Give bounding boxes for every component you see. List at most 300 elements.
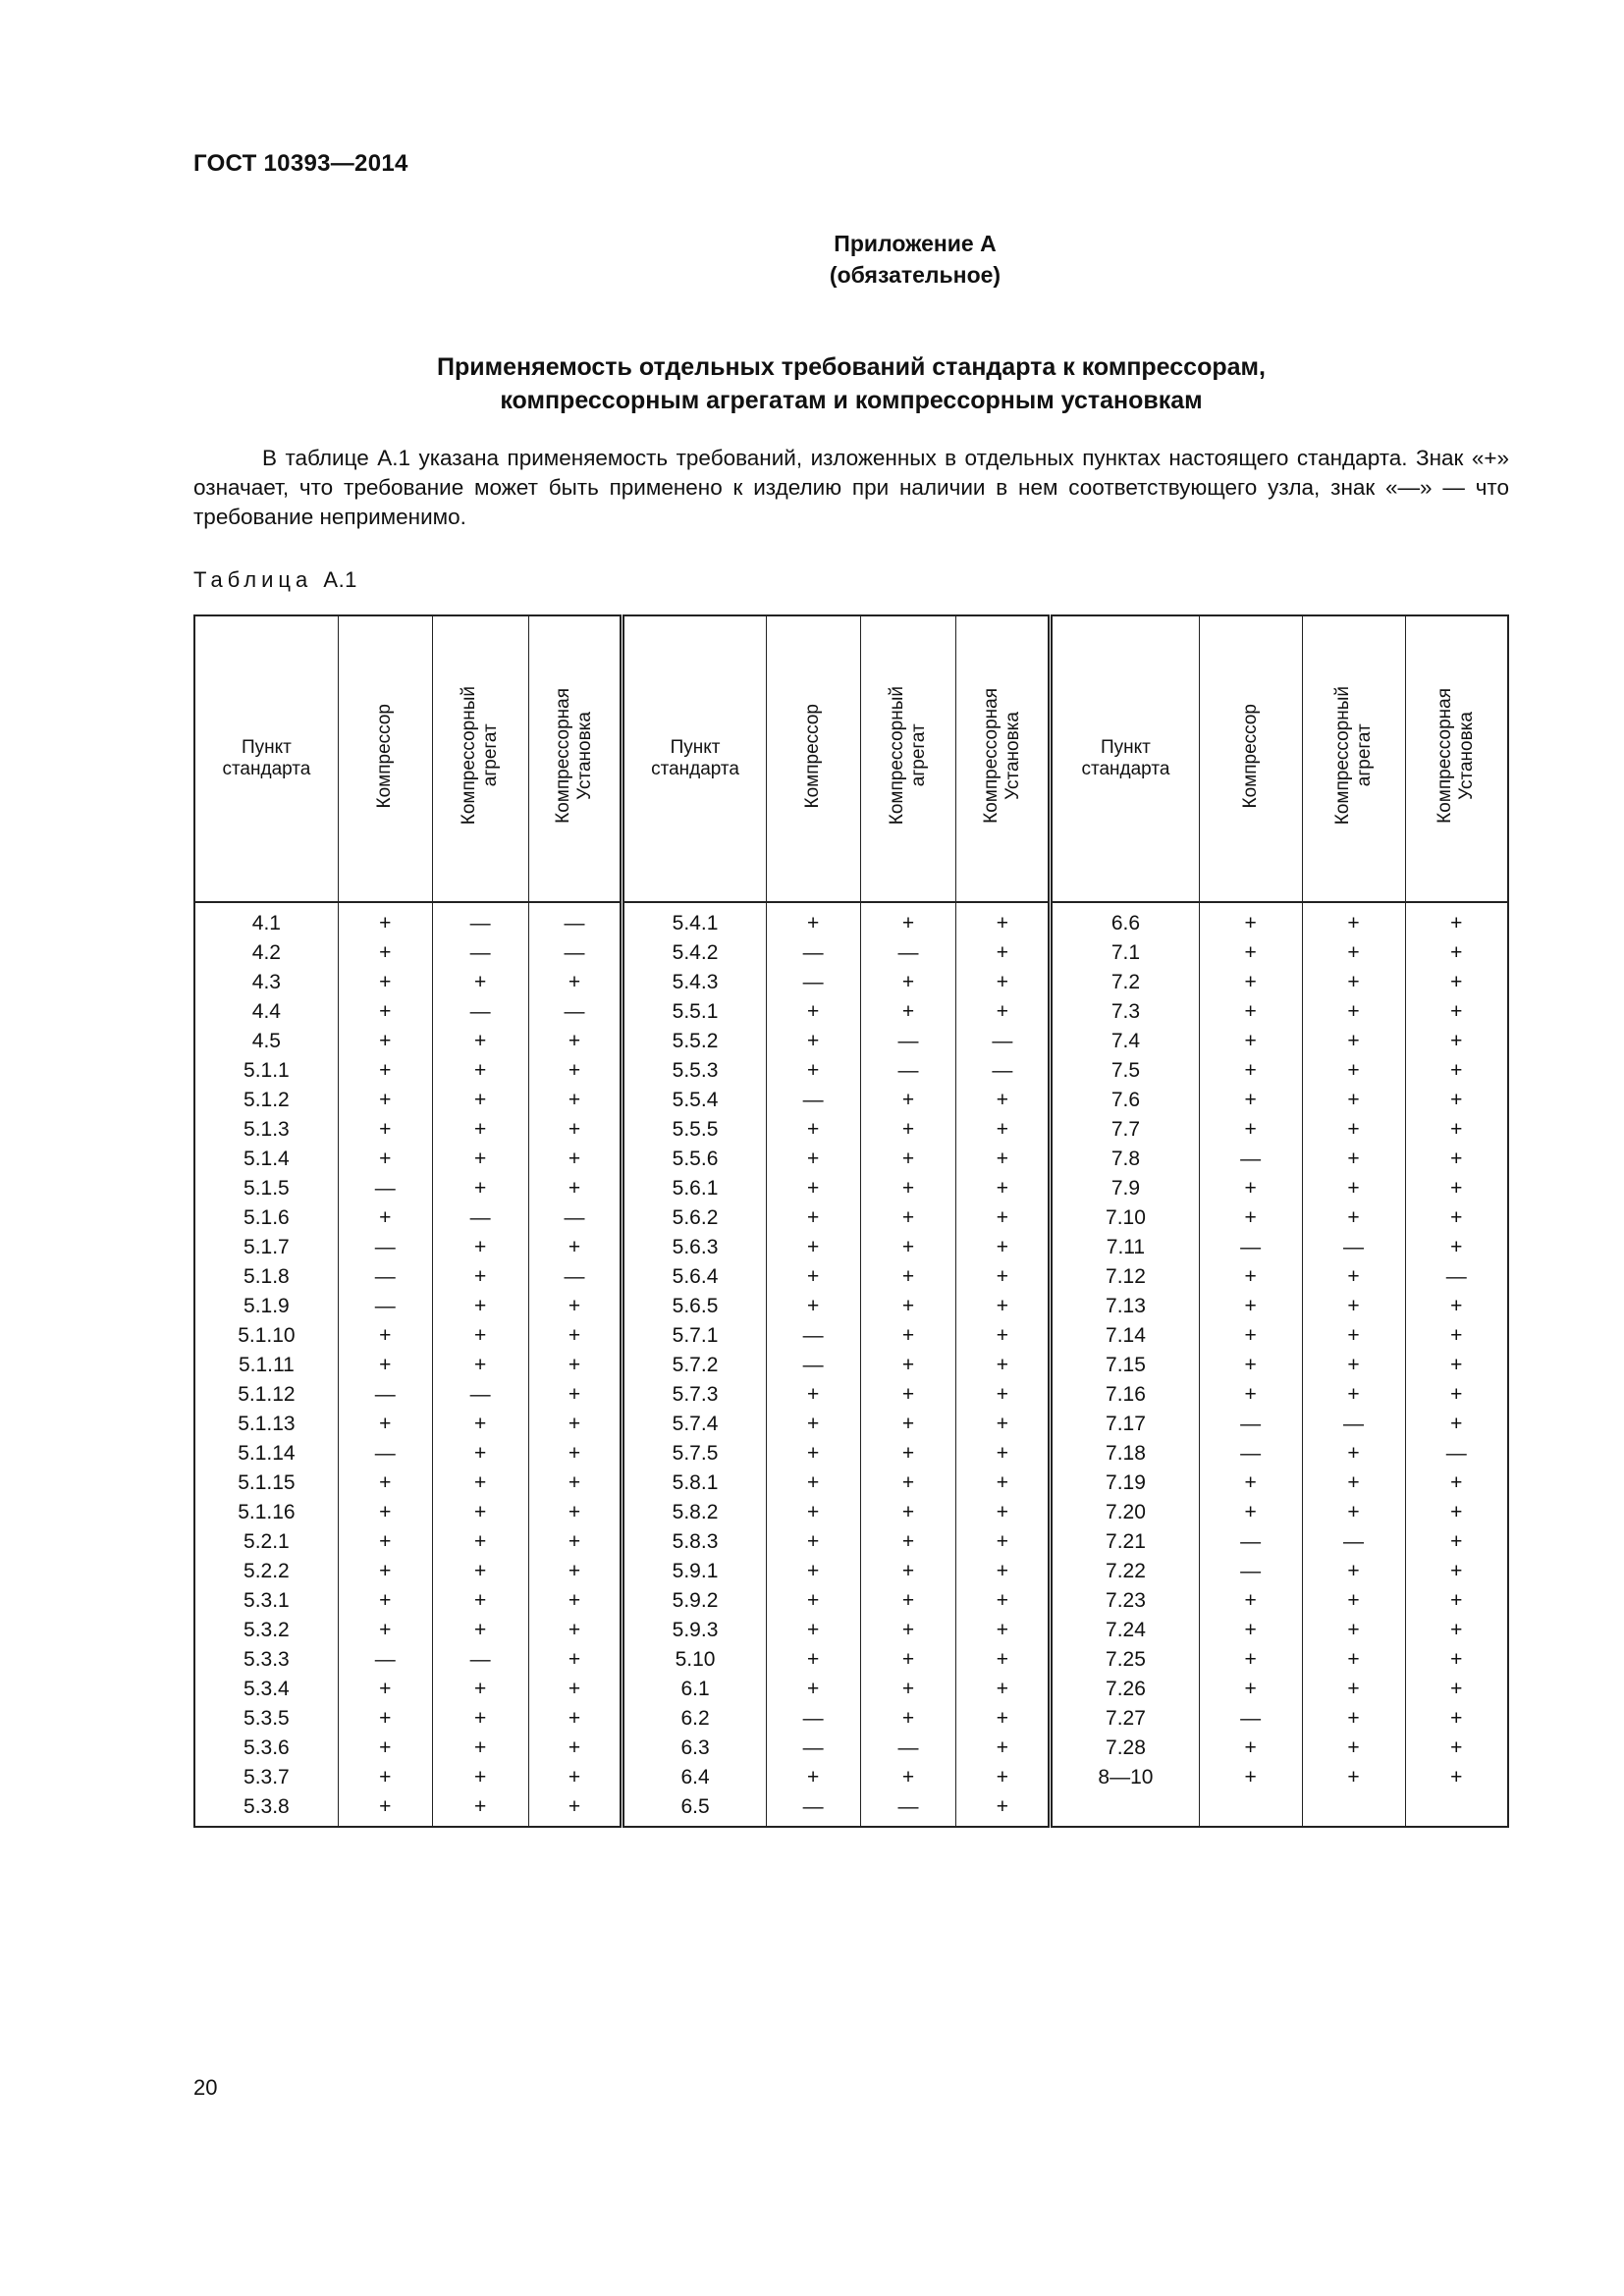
table-row [194,1557,1508,1586]
cell-mark: + [1405,1586,1508,1616]
cell-mark: — [860,1792,956,1827]
header-unit-line2: Установка [1001,712,1023,800]
cell-mark: — [766,1704,860,1734]
cell-mark: + [432,1557,528,1586]
cell-punkt: 5.1.6 [194,1203,338,1233]
cell-mark: + [1302,1675,1405,1704]
cell-punkt: 7.15 [1051,1351,1199,1380]
cell-mark: — [766,968,860,997]
cell-mark: + [338,1675,432,1704]
cell-mark: + [956,997,1051,1027]
cell-punkt: 5.7.4 [623,1410,766,1439]
cell-mark: + [1302,1616,1405,1645]
table-header-row [194,615,1508,902]
cell-punkt: 7.27 [1051,1704,1199,1734]
cell-punkt: 5.1.11 [194,1351,338,1380]
header-compressor [338,615,432,902]
cell-mark: + [1199,1734,1302,1763]
cell-punkt: 5.3.3 [194,1645,338,1675]
header-punkt [194,615,338,902]
cell-mark: + [956,1321,1051,1351]
cell-mark: + [1199,1027,1302,1056]
table-row [194,1056,1508,1086]
cell-mark: + [860,1557,956,1586]
cell-mark: + [1199,1675,1302,1704]
cell-punkt: 5.10 [623,1645,766,1675]
cell-mark: — [338,1645,432,1675]
cell-mark: + [1405,1027,1508,1056]
cell-punkt: 5.1.8 [194,1262,338,1292]
cell-mark: — [860,1734,956,1763]
cell-mark: + [528,1527,623,1557]
cell-mark: — [1199,1410,1302,1439]
cell-punkt: 5.2.2 [194,1557,338,1586]
cell-mark: + [766,1616,860,1645]
cell-mark: + [956,1763,1051,1792]
cell-mark: + [956,1704,1051,1734]
cell-punkt: 5.5.2 [623,1027,766,1056]
cell-mark: + [766,1586,860,1616]
header-unit-line1: Компрессорная [980,688,1001,824]
cell-mark: + [432,1145,528,1174]
cell-mark: + [432,1586,528,1616]
cell-mark: + [528,1086,623,1115]
cell-mark: + [956,1351,1051,1380]
cell-mark: + [1199,1645,1302,1675]
cell-mark: + [1199,1262,1302,1292]
cell-mark: + [1405,1557,1508,1586]
header-aggregate-label [887,686,930,825]
header-aggregate-line2: агрегат [907,724,929,787]
cell-mark: + [766,1763,860,1792]
cell-punkt: 5.4.3 [623,968,766,997]
cell-punkt: 7.21 [1051,1527,1199,1557]
table-row [194,1527,1508,1557]
cell-mark: + [1405,1616,1508,1645]
cell-punkt: 5.7.2 [623,1351,766,1380]
cell-punkt: 6.5 [623,1792,766,1827]
cell-punkt: 7.16 [1051,1380,1199,1410]
cell-mark: + [860,1498,956,1527]
cell-mark: + [956,1557,1051,1586]
cell-mark: + [432,1704,528,1734]
cell-mark: + [766,1468,860,1498]
cell-punkt: 5.1.7 [194,1233,338,1262]
cell-mark: — [338,1439,432,1468]
cell-mark: + [860,1410,956,1439]
header-unit-label [1435,688,1478,824]
cell-punkt: 5.7.5 [623,1439,766,1468]
cell-mark: + [338,1498,432,1527]
cell-mark: + [1302,1145,1405,1174]
table-row [194,1203,1508,1233]
table-row [194,1792,1508,1827]
cell-mark: + [956,1734,1051,1763]
cell-punkt: 5.9.1 [623,1557,766,1586]
cell-punkt: 7.1 [1051,938,1199,968]
table-row [194,1145,1508,1174]
cell-mark: + [338,1203,432,1233]
cell-punkt: 5.3.8 [194,1792,338,1827]
header-compressor-label: Компрессор [802,703,824,809]
cell-mark: + [956,902,1051,938]
cell-mark: + [1302,1704,1405,1734]
cell-mark: + [860,1704,956,1734]
cell-mark: — [766,938,860,968]
table-row [194,1262,1508,1292]
cell-mark: — [956,1027,1051,1056]
appendix-status: (обязательное) [829,262,1001,288]
cell-punkt: 5.5.6 [623,1145,766,1174]
cell-punkt: 7.3 [1051,997,1199,1027]
cell-punkt: 5.1.4 [194,1145,338,1174]
cell-mark: + [528,1380,623,1410]
cell-punkt: 5.1.12 [194,1380,338,1410]
cell-mark: — [1302,1410,1405,1439]
cell-mark: + [432,1616,528,1645]
header-punkt-line2: стандарта [1081,759,1170,779]
table-row [194,938,1508,968]
cell-mark: — [1405,1439,1508,1468]
cell-mark: + [1405,1763,1508,1792]
cell-mark: + [956,1792,1051,1827]
cell-punkt: 5.6.4 [623,1262,766,1292]
cell-punkt: 7.19 [1051,1468,1199,1498]
cell-mark: + [528,1734,623,1763]
cell-punkt: 8—10 [1051,1763,1199,1792]
cell-mark: + [1199,1616,1302,1645]
cell-mark: + [766,1233,860,1262]
cell-mark: + [766,1645,860,1675]
cell-mark: + [766,902,860,938]
page-number: 20 [193,2075,218,2100]
cell-mark: + [528,1292,623,1321]
cell-mark: + [432,1410,528,1439]
cell-mark: — [1199,1233,1302,1262]
cell-mark: + [1199,1115,1302,1145]
cell-mark: + [956,1527,1051,1557]
cell-mark [1405,1792,1508,1827]
cell-mark: + [1405,1233,1508,1262]
appendix-heading [0,228,1624,291]
cell-mark: + [956,1174,1051,1203]
cell-punkt: 5.6.5 [623,1292,766,1321]
cell-punkt: 5.8.2 [623,1498,766,1527]
header-unit-line1: Компрессорная [552,688,573,824]
cell-mark: + [1302,938,1405,968]
cell-mark: + [528,1763,623,1792]
cell-mark: + [528,1586,623,1616]
cell-mark: + [860,1321,956,1351]
cell-punkt: 7.23 [1051,1586,1199,1616]
cell-mark: + [432,1763,528,1792]
cell-mark: + [432,1086,528,1115]
cell-mark: + [1302,1763,1405,1792]
cell-mark: + [956,1086,1051,1115]
cell-punkt: 5.1.3 [194,1115,338,1145]
cell-mark: + [338,1115,432,1145]
cell-mark [1199,1792,1302,1827]
cell-punkt: 7.28 [1051,1734,1199,1763]
cell-mark: + [432,1027,528,1056]
cell-mark: + [956,1203,1051,1233]
cell-mark: + [528,1498,623,1527]
cell-punkt: 5.1.10 [194,1321,338,1351]
header-unit-line2: Установка [573,712,595,800]
cell-mark: + [432,1792,528,1827]
cell-mark: — [1199,1557,1302,1586]
cell-mark: + [1302,1262,1405,1292]
cell-mark: + [1405,902,1508,938]
cell-mark: + [528,1792,623,1827]
cell-mark: + [956,1145,1051,1174]
cell-mark: + [432,1115,528,1145]
cell-mark: + [528,1468,623,1498]
header-unit-line2: Установка [1456,712,1478,800]
cell-punkt: 7.18 [1051,1439,1199,1468]
cell-punkt: 7.24 [1051,1616,1199,1645]
cell-mark: + [1199,1351,1302,1380]
cell-mark: + [432,1321,528,1351]
cell-mark: + [338,1321,432,1351]
header-aggregate [432,615,528,902]
cell-mark: + [860,1292,956,1321]
cell-mark: + [338,1792,432,1827]
cell-mark: — [766,1086,860,1115]
cell-punkt: 7.25 [1051,1645,1199,1675]
cell-punkt: 5.1.1 [194,1056,338,1086]
document-code: ГОСТ 10393—2014 [193,150,408,177]
cell-mark: — [432,1380,528,1410]
cell-punkt: 5.5.5 [623,1115,766,1145]
cell-mark: + [1199,1292,1302,1321]
cell-mark: + [1302,1203,1405,1233]
cell-mark: + [528,1174,623,1203]
cell-punkt: 5.1.9 [194,1292,338,1321]
cell-mark: + [528,1439,623,1468]
cell-mark: + [432,968,528,997]
cell-mark: + [432,1056,528,1086]
section-title [0,350,1624,417]
cell-punkt: 7.12 [1051,1262,1199,1292]
cell-punkt: 5.3.2 [194,1616,338,1645]
cell-mark: + [338,1145,432,1174]
cell-mark: + [766,1498,860,1527]
cell-mark: + [1405,1734,1508,1763]
cell-punkt: 5.3.1 [194,1586,338,1616]
cell-mark: + [860,1174,956,1203]
cell-mark: — [338,1233,432,1262]
cell-mark: — [1302,1233,1405,1262]
cell-punkt: 5.1.15 [194,1468,338,1498]
cell-mark: + [1405,1292,1508,1321]
cell-mark: + [1302,1351,1405,1380]
cell-mark: + [1302,1645,1405,1675]
cell-mark: + [956,1292,1051,1321]
cell-mark [1302,1792,1405,1827]
cell-punkt: 5.3.7 [194,1763,338,1792]
cell-punkt: 7.13 [1051,1292,1199,1321]
cell-mark: + [1302,1292,1405,1321]
cell-punkt: 5.1.13 [194,1410,338,1439]
cell-mark: + [1302,1174,1405,1203]
cell-mark: + [766,1262,860,1292]
cell-mark: + [1302,1586,1405,1616]
cell-mark: + [338,1763,432,1792]
cell-mark: + [956,938,1051,968]
cell-mark: + [1405,938,1508,968]
cell-punkt: 5.3.4 [194,1675,338,1704]
cell-mark: — [860,1056,956,1086]
cell-mark: + [528,1115,623,1145]
table-body [194,902,1508,1827]
cell-punkt: 7.7 [1051,1115,1199,1145]
applicability-table [193,614,1509,1828]
cell-mark: + [528,1557,623,1586]
cell-mark: + [1405,1056,1508,1086]
cell-mark: + [1199,1380,1302,1410]
cell-punkt: 4.3 [194,968,338,997]
cell-mark: + [766,1145,860,1174]
cell-mark: + [1405,1468,1508,1498]
table-row [194,1086,1508,1115]
header-aggregate-line2: агрегат [480,724,502,787]
header-unit-line1: Компрессорная [1435,688,1456,824]
cell-mark: + [338,1527,432,1557]
cell-mark: + [860,1616,956,1645]
header-aggregate-line1: Компрессорный [886,686,907,826]
cell-punkt: 7.9 [1051,1174,1199,1203]
cell-mark: — [528,902,623,938]
table-row [194,1292,1508,1321]
cell-punkt: 5.4.1 [623,902,766,938]
cell-mark: + [338,1086,432,1115]
cell-mark: + [1302,1380,1405,1410]
header-punkt-line1: Пункт [1101,737,1151,758]
cell-mark: + [956,1233,1051,1262]
cell-mark: + [1405,1321,1508,1351]
cell-mark: + [1302,1115,1405,1145]
cell-mark: + [528,1645,623,1675]
cell-mark: — [1199,1439,1302,1468]
cell-mark: + [1199,968,1302,997]
cell-mark: + [860,1086,956,1115]
cell-punkt: 7.6 [1051,1086,1199,1115]
cell-mark: + [1199,1586,1302,1616]
cell-punkt: 7.2 [1051,968,1199,997]
cell-mark: + [956,968,1051,997]
cell-mark: + [860,1233,956,1262]
header-aggregate-line1: Компрессорный [459,686,480,826]
cell-mark: + [1199,1086,1302,1115]
cell-mark: + [860,1203,956,1233]
cell-punkt: 7.5 [1051,1056,1199,1086]
cell-mark: + [432,1439,528,1468]
cell-mark: + [766,1527,860,1557]
cell-mark: + [1405,997,1508,1027]
header-punkt-line2: стандарта [222,759,311,779]
cell-mark: + [1405,1174,1508,1203]
cell-punkt: 7.10 [1051,1203,1199,1233]
cell-punkt: 5.2.1 [194,1527,338,1557]
cell-punkt: 6.3 [623,1734,766,1763]
cell-mark: — [1405,1262,1508,1292]
cell-punkt: 5.7.1 [623,1321,766,1351]
cell-mark: + [338,997,432,1027]
cell-mark: + [956,1115,1051,1145]
cell-mark: + [1199,1203,1302,1233]
cell-mark: + [766,1174,860,1203]
cell-mark: + [528,1145,623,1174]
cell-mark: — [1302,1527,1405,1557]
cell-punkt: 6.4 [623,1763,766,1792]
cell-mark: — [528,1203,623,1233]
cell-mark: — [432,938,528,968]
cell-mark: + [1302,1086,1405,1115]
cell-mark: + [338,1410,432,1439]
cell-mark: — [860,938,956,968]
cell-punkt: 5.9.3 [623,1616,766,1645]
cell-mark: — [432,1645,528,1675]
cell-mark: + [1405,1380,1508,1410]
header-compressor-label: Компрессор [1239,703,1261,809]
header-unit [528,615,623,902]
table-caption-label: Таблица [193,567,313,592]
cell-mark: + [1302,902,1405,938]
cell-mark: + [860,1380,956,1410]
cell-mark: + [1405,1675,1508,1704]
cell-mark: + [860,1115,956,1145]
cell-mark: — [766,1321,860,1351]
cell-mark: — [432,902,528,938]
cell-mark: + [1302,1498,1405,1527]
cell-mark: + [956,1586,1051,1616]
cell-mark: + [338,1056,432,1086]
cell-mark: + [1405,1498,1508,1527]
cell-mark: + [860,1262,956,1292]
cell-mark: + [528,1410,623,1439]
cell-mark: + [1405,1203,1508,1233]
cell-punkt: 5.9.2 [623,1586,766,1616]
cell-punkt: 5.6.1 [623,1174,766,1203]
header-aggregate-line1: Компрессорный [1331,686,1353,826]
header-unit [956,615,1051,902]
cell-mark: + [1302,1027,1405,1056]
cell-mark: + [432,1233,528,1262]
cell-punkt: 5.1.2 [194,1086,338,1115]
header-compressor [766,615,860,902]
table-caption-number: А.1 [323,567,357,592]
cell-mark: + [528,1233,623,1262]
header-unit-label [553,688,596,824]
table-row [194,1351,1508,1380]
cell-mark: + [1405,1086,1508,1115]
header-aggregate-label [1332,686,1376,825]
cell-mark: — [338,1174,432,1203]
table-row [194,1380,1508,1410]
cell-mark: + [1302,1734,1405,1763]
header-aggregate [1302,615,1405,902]
cell-mark: + [432,1292,528,1321]
header-compressor-label: Компрессор [374,703,396,809]
intro-paragraph [193,444,1509,532]
cell-mark: — [766,1351,860,1380]
cell-punkt: 7.4 [1051,1027,1199,1056]
cell-mark: + [338,1468,432,1498]
cell-punkt: 4.2 [194,938,338,968]
header-punkt-line1: Пункт [670,737,721,758]
cell-mark: — [528,938,623,968]
